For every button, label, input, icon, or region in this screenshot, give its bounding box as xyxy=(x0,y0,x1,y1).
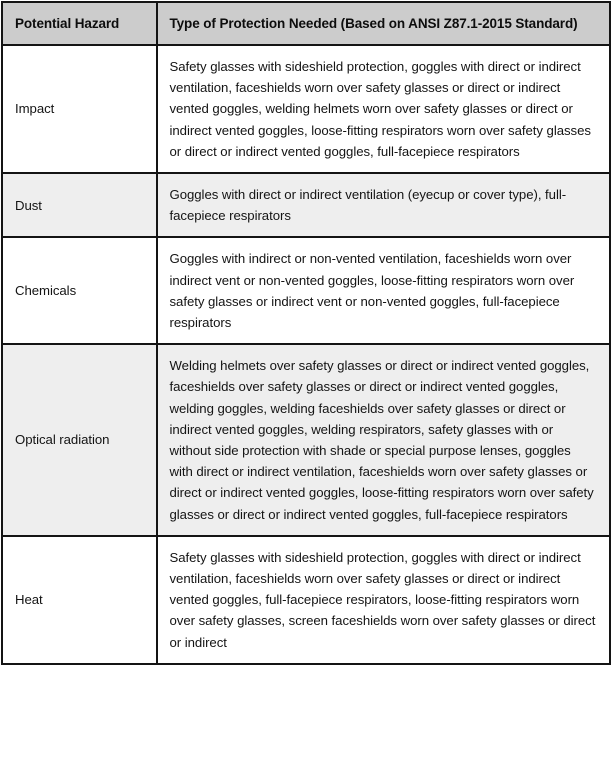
hazard-protection-table xyxy=(1,1,611,665)
column-header-type-of-protection: Type of Protection Needed (Based on ANSI Z87.1-2015 Standard) xyxy=(157,2,611,45)
cell-protection: Goggles with direct or indirect ventilation (eyecup or cover type), full-facepiece respirators xyxy=(157,173,611,237)
cell-protection: Goggles with indirect or non-vented ventilation, faceshields worn over indirect vent or non-vented goggles, loose-fitting respirators worn over safety glasses or indirect vent or non-vented goggles, full-facepiece respirators xyxy=(157,237,611,344)
cell-hazard: Heat xyxy=(2,536,157,664)
cell-protection: Welding helmets over safety glasses or direct or indirect vented goggles, faceshields over safety glasses or direct or indirect vented goggles, welding goggles, welding faceshields over safety glasses or direct or indirect vented goggles, welding respirators, safety glasses with or without side protection with shade or special purpose lenses, goggles with direct or indirect ventilation, faceshields worn over safety glasses or direct or indirect vented goggles, loose-fitting respirators worn over safety glasses or direct or indirect vented goggles, full-facepiece respirators xyxy=(157,344,611,536)
table-body xyxy=(2,45,610,664)
table-row xyxy=(2,173,610,237)
cell-hazard: Impact xyxy=(2,45,157,173)
table-row xyxy=(2,344,610,536)
cell-hazard: Dust xyxy=(2,173,157,237)
table-header xyxy=(2,2,610,45)
cell-hazard: Chemicals xyxy=(2,237,157,344)
table-row xyxy=(2,45,610,173)
cell-protection: Safety glasses with sideshield protection, goggles with direct or indirect ventilation, faceshields worn over safety glasses or direct or indirect vented goggles, full-facepiece respirators, loose-fitting respirators worn over safety glasses, screen faceshields worn over safety glasses or direct or indirect xyxy=(157,536,611,664)
table-row xyxy=(2,237,610,344)
table-row xyxy=(2,536,610,664)
cell-hazard: Optical radiation xyxy=(2,344,157,536)
table-header-row xyxy=(2,2,610,45)
column-header-potential-hazard: Potential Hazard xyxy=(2,2,157,45)
cell-protection: Safety glasses with sideshield protection, goggles with direct or indirect ventilation, faceshields worn over safety glasses or direct or indirect vented goggles, welding helmets worn over safety glasses or direct or indirect vented goggles, loose-fitting respirators worn over safety glasses or direct or indirect vented goggles, full-facepiece respirators xyxy=(157,45,611,173)
